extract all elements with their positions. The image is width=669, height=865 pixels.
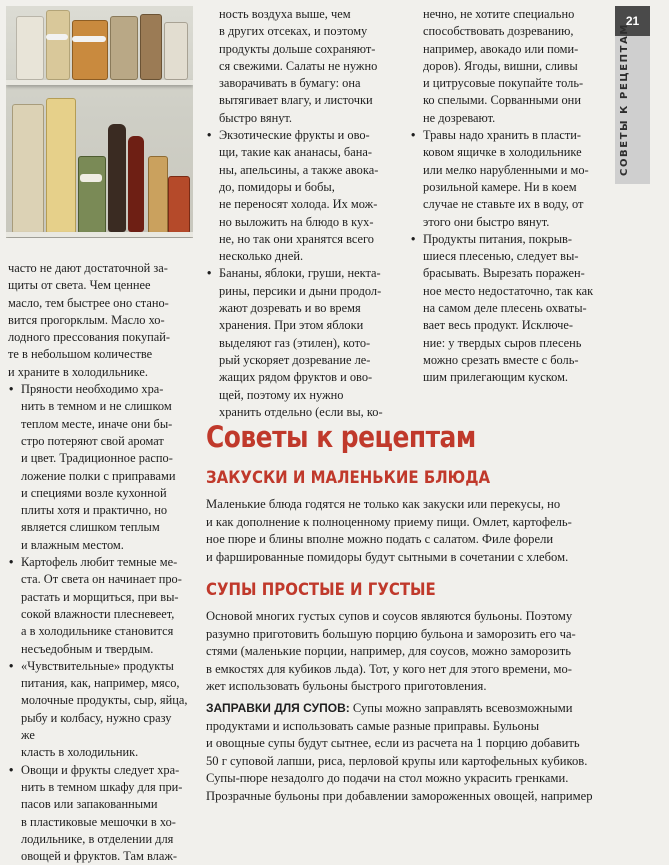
chapter-tab-label: СОВЕТЫ К РЕЦЕПТАМ	[619, 23, 630, 176]
bullet-icon: •	[9, 555, 14, 570]
soup-dressings-lead: ЗАПРАВКИ ДЛЯ СУПОВ:	[206, 701, 350, 715]
text-column-3	[410, 6, 610, 387]
subsection-heading-snacks: ЗАКУСКИ И МАЛЕНЬКИЕ БЛЮДА	[206, 468, 491, 488]
list-item: • Пряности необходимо хра- нить в темном и не слишком теплом месте, иначе они бы- стро потеряют свой аромат и цвет. Традиционное распо- ложение полки с приправами и специями возле кухонной плиты хотя и практично, но является слишком теплым и влажным местом.	[9, 382, 176, 552]
bullet-icon: •	[411, 128, 416, 143]
soup-dressings-paragraph: ЗАПРАВКИ ДЛЯ СУПОВ: Супы можно заправлять всевозможными продуктами и использовать самые разные приправы. Бульоны и овощные супы будут сытнее, если из расчета на 1 порцию добавить 50 г суповой лапши, риса, перловой крупы или картофельных кубиков. Супы-пюре незадолго до подачи на стол можно украсить гренками. Прозрачные бульоны при добавлении замороженных овощей, например	[206, 701, 593, 803]
list-item: • Картофель любит темные ме- ста. От света он начинает про- растать и морщиться, при вы- сокой влажности плесневеет, а в холодильнике становится несъедобным и твердым.	[9, 555, 182, 656]
col3-bullet-list	[410, 127, 610, 386]
col3-intro: нечно, не хотите специально способствовать дозреванию, например, авокадо или поми- доров). Ягоды, вишни, сливы и цитрусовые покупайте толь- ко спелыми. Сорванными они не дозревают.	[423, 7, 584, 125]
pantry-shelf-photo	[6, 6, 193, 238]
list-item: • Травы надо хранить в пласти- ковом ящичке в холодильнике или мелко нарубленными и мо- розильной камере. Ни в коем случае не ставьте их в воду, от этого они быстро вянут.	[411, 128, 589, 229]
bullet-icon: •	[207, 128, 212, 143]
bullet-icon: •	[9, 382, 14, 397]
col2-intro: ность воздуха выше, чем в других отсеках, и поэтому продукты дольше сохраняют- ся свежими. Салаты не нужно заворачивать в бумагу: она вытягивает влагу, и листочки быстро вянут.	[219, 7, 378, 125]
soups-paragraph: Основой многих густых супов и соусов являются бульоны. Поэтому разумно приготовить большую порцию бульона и заморозить его ча- стями (маленькие порции, например, для соусов, можно заморозить в емкостях для кубиков льда). Тот, у кого нет для этого времени, мо- жет использовать бульоны быстрого приготовления.	[206, 609, 576, 694]
list-item: • Продукты питания, покрыв- шиеся плесенью, следует вы- брасывать. Вырезать поражен- ное место недостаточно, так как на самом деле плесень охваты- вает весь продукт. Исключе- ние: у твердых сыров плесень можно срезать вместе с боль- шим прилегающим куском.	[411, 231, 594, 385]
bullet-icon: •	[9, 762, 14, 777]
snacks-paragraph: Маленькие блюда годятся не только как закуски или перекусы, но и как дополнение к полноценному приему пищи. Омлет, картофель- ное пюре и блины вполне можно подать с салатом. Филе форели и фаршированные помидоры будут сытными в сочетании с хлебом.	[206, 497, 572, 564]
text-column-1	[8, 260, 188, 865]
list-item: • Экзотические фрукты и ово- щи, такие как ананасы, бана- ны, апельсины, а также авока- до, помидоры и бобы, не переносят холода. Их мож- но выложить на блюдо в кух- не, но так они хранятся всего несколько дней.	[207, 128, 379, 264]
list-item: • Бананы, яблоки, груши, некта- рины, персики и дыни продол- жают дозревать и во время хранения. При этом яблоки выделяют газ (этилен), кото- рый ускоряет дозревание ле- жащих рядом фруктов и ово- щей, поэтому их нужно хранить отдельно (если вы, ко-	[207, 266, 383, 419]
col1-bullet-list	[8, 381, 188, 865]
bullet-icon: •	[9, 658, 14, 673]
subsection-heading-soups: СУПЫ ПРОСТЫЕ И ГУСТЫЕ	[206, 580, 436, 600]
chapter-side-tab	[615, 6, 650, 184]
page-number: 21	[615, 6, 650, 36]
list-item: • «Чувствительные» продукты питания, как, например, мясо, молочные продукты, сыр, яйца, рыбу и колбасу, нужно сразу же класть в холодильник.	[9, 658, 188, 760]
bullet-icon: •	[411, 231, 416, 246]
col1-intro: часто не дают достаточной за- щиты от света. Чем ценнее масло, тем быстрее оно стано- вится прогорклым. Масло хо- лодного прессования покупай- те в небольшом количестве и храните в холодильнике.	[8, 261, 171, 379]
bullet-icon: •	[207, 266, 212, 281]
list-item: • Овощи и фрукты следует хра- нить в темном шкафу для при- пасов или запакованными в пластиковые мешочки в хо- лодильнике, в отделении для овощей и фруктов. Там влаж-	[9, 762, 183, 864]
text-column-2	[206, 6, 396, 421]
section-title: Советы к рецептам	[206, 420, 476, 454]
col2-bullet-list	[206, 127, 396, 421]
